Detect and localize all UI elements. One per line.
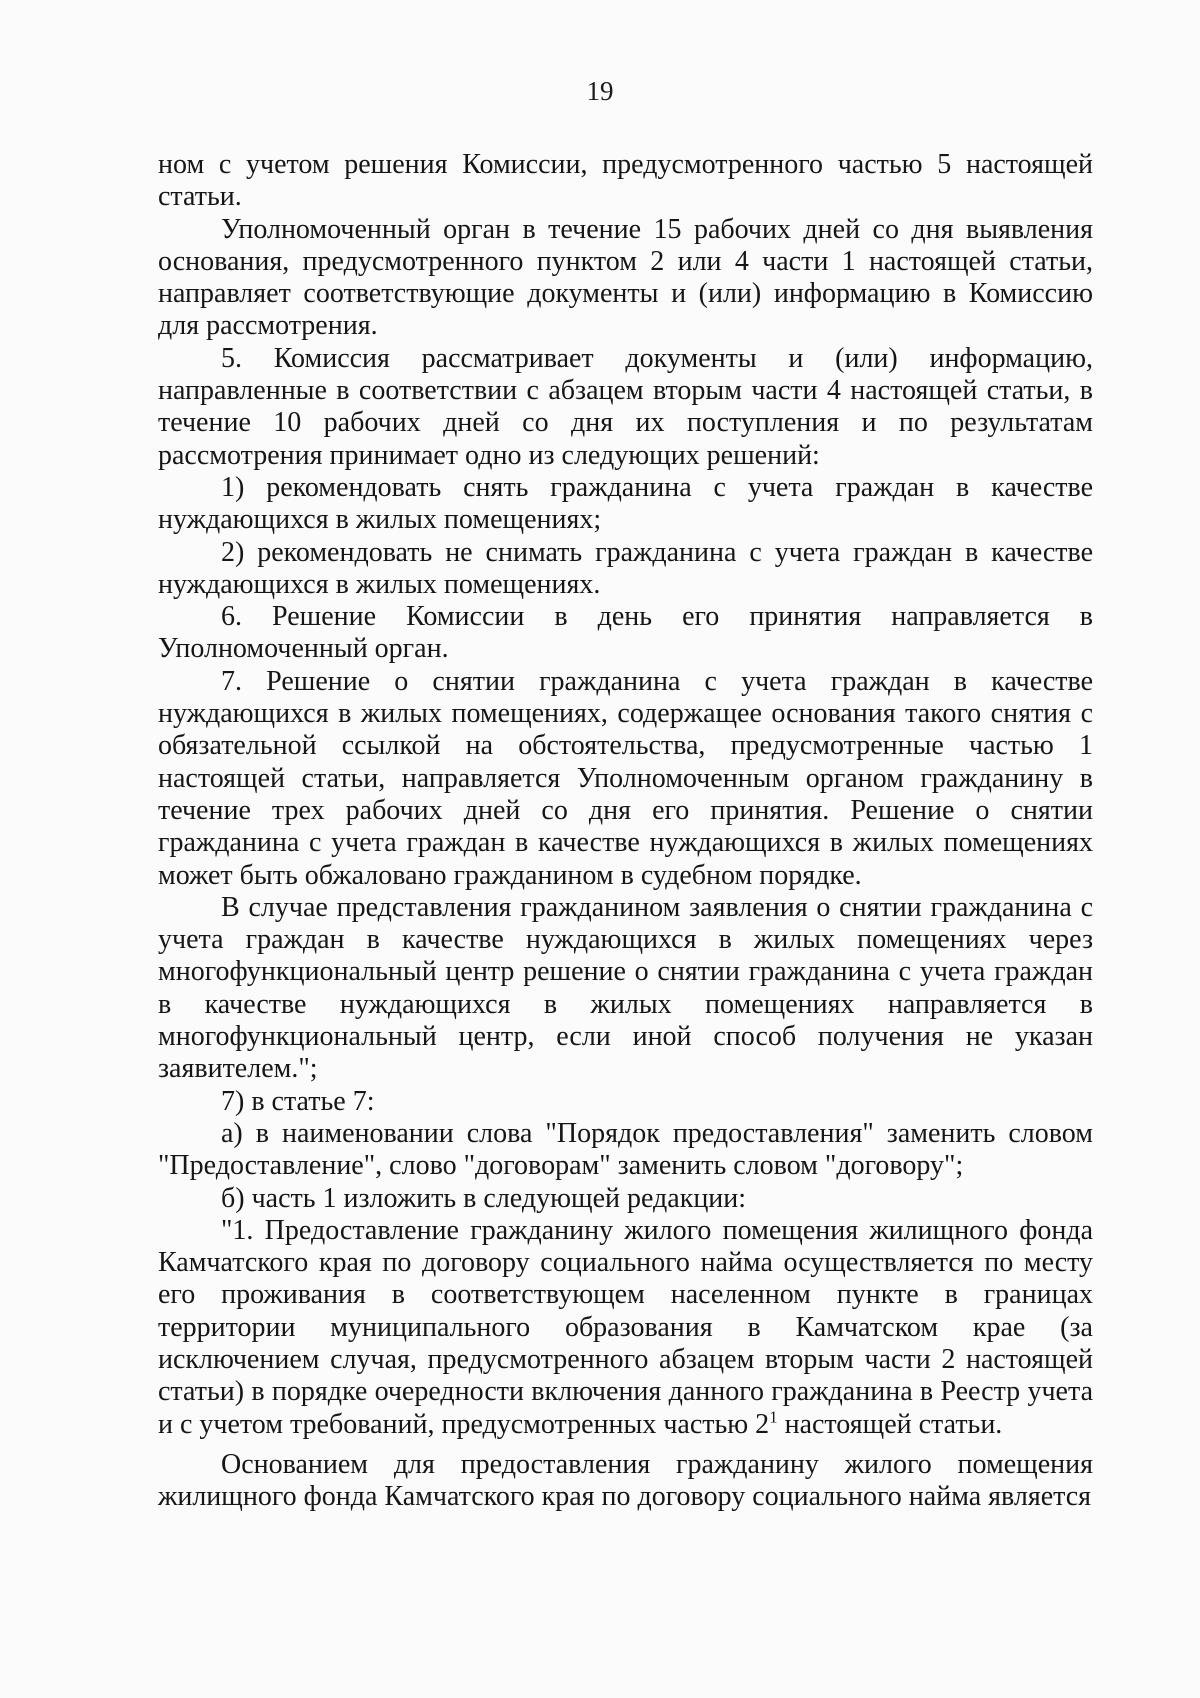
superscript-marker: 1 [769, 1407, 778, 1427]
paragraph-12 [158, 1215, 1093, 1441]
paragraph-1: ном с учетом решения Комиссии, предусмотренного частью 5 настоящей статьи. [158, 149, 1093, 213]
paragraph-6: 6. Решение Комиссии в день его принятия направляется в Уполномоченный орган. [158, 601, 1093, 665]
paragraph-11: б) часть 1 изложить в следующей редакции: [221, 1182, 747, 1214]
paragraph-5: 2) рекомендовать не снимать гражданина с учета граждан в качестве нуждающихся в жилых помещениях. [158, 536, 1093, 600]
paragraph-3: 5. Комиссия рассматривает документы и (или) информацию, направленные в соответствии с абзацем вторым части 4 настоящей статьи, в течение 10 рабочих дней со дня их поступления и по результатам рассмотрения принимает одно из следующих решений: [158, 342, 1093, 471]
paragraph-8: В случае представления гражданином заявления о снятии гражданина с учета граждан в качестве нуждающихся в жилых помещениях через многофункциональный центр решение о снятии гражданина с учета граждан в качестве нуждающихся в жилых помещениях направляется в многофункциональный центр, если иной способ получения не указан заявителем."; [158, 891, 1093, 1085]
paragraph-2: Уполномоченный орган в течение 15 рабочих дней со дня выявления основания, предусмотренного пунктом 2 или 4 части 1 настоящей статьи, направляет соответствующие документы и (или) информацию в Комиссию для рассмотрения. [158, 213, 1093, 342]
paragraph-13: Основанием для предоставления гражданину жилого помещения жилищного фонда Камчатского края по договору социального найма является [158, 1448, 1093, 1513]
paragraph-12-text: "1. Предоставление гражданину жилого помещения жилищного фонда Камчатского края по договору социального найма осуществляется по месту его проживания в соответствующем населенном пункте в границах территории муниципального образования в Камчатском крае (за исключением случая, предусмотренного абзацем вторым части 2 настоящей статьи) в порядке очередности включения данного гражданина в Реестр учета и с учетом требований, предусмотренных частью 2 [158, 1214, 1093, 1440]
page-number: 19 [586, 76, 614, 106]
paragraph-12-tail: настоящей статьи. [777, 1408, 1003, 1440]
paragraph-10: а) в наименовании слова "Порядок предоставления" заменить словом "Предоставление", слово "договорам" заменить словом "договору"; [158, 1117, 1093, 1182]
paragraph-7: 7. Решение о снятии гражданина с учета граждан в качестве нуждающихся в жилых помещениях, содержащее основания такого снятия с обязательной ссылкой на обстоятельства, предусмотренные частью 1 настоящей статьи, направляется Уполномоченным органом гражданину в течение трех рабочих дней со дня его принятия. Решение о снятии гражданина с учета граждан в качестве нуждающихся в жилых помещениях может быть обжаловано гражданином в судебном порядке. [158, 665, 1093, 891]
paragraph-9: 7) в статье 7: [221, 1085, 375, 1117]
document-body [158, 149, 1093, 1513]
paragraph-4: 1) рекомендовать снять гражданина с учета граждан в качестве нуждающихся в жилых помещениях; [158, 471, 1093, 536]
